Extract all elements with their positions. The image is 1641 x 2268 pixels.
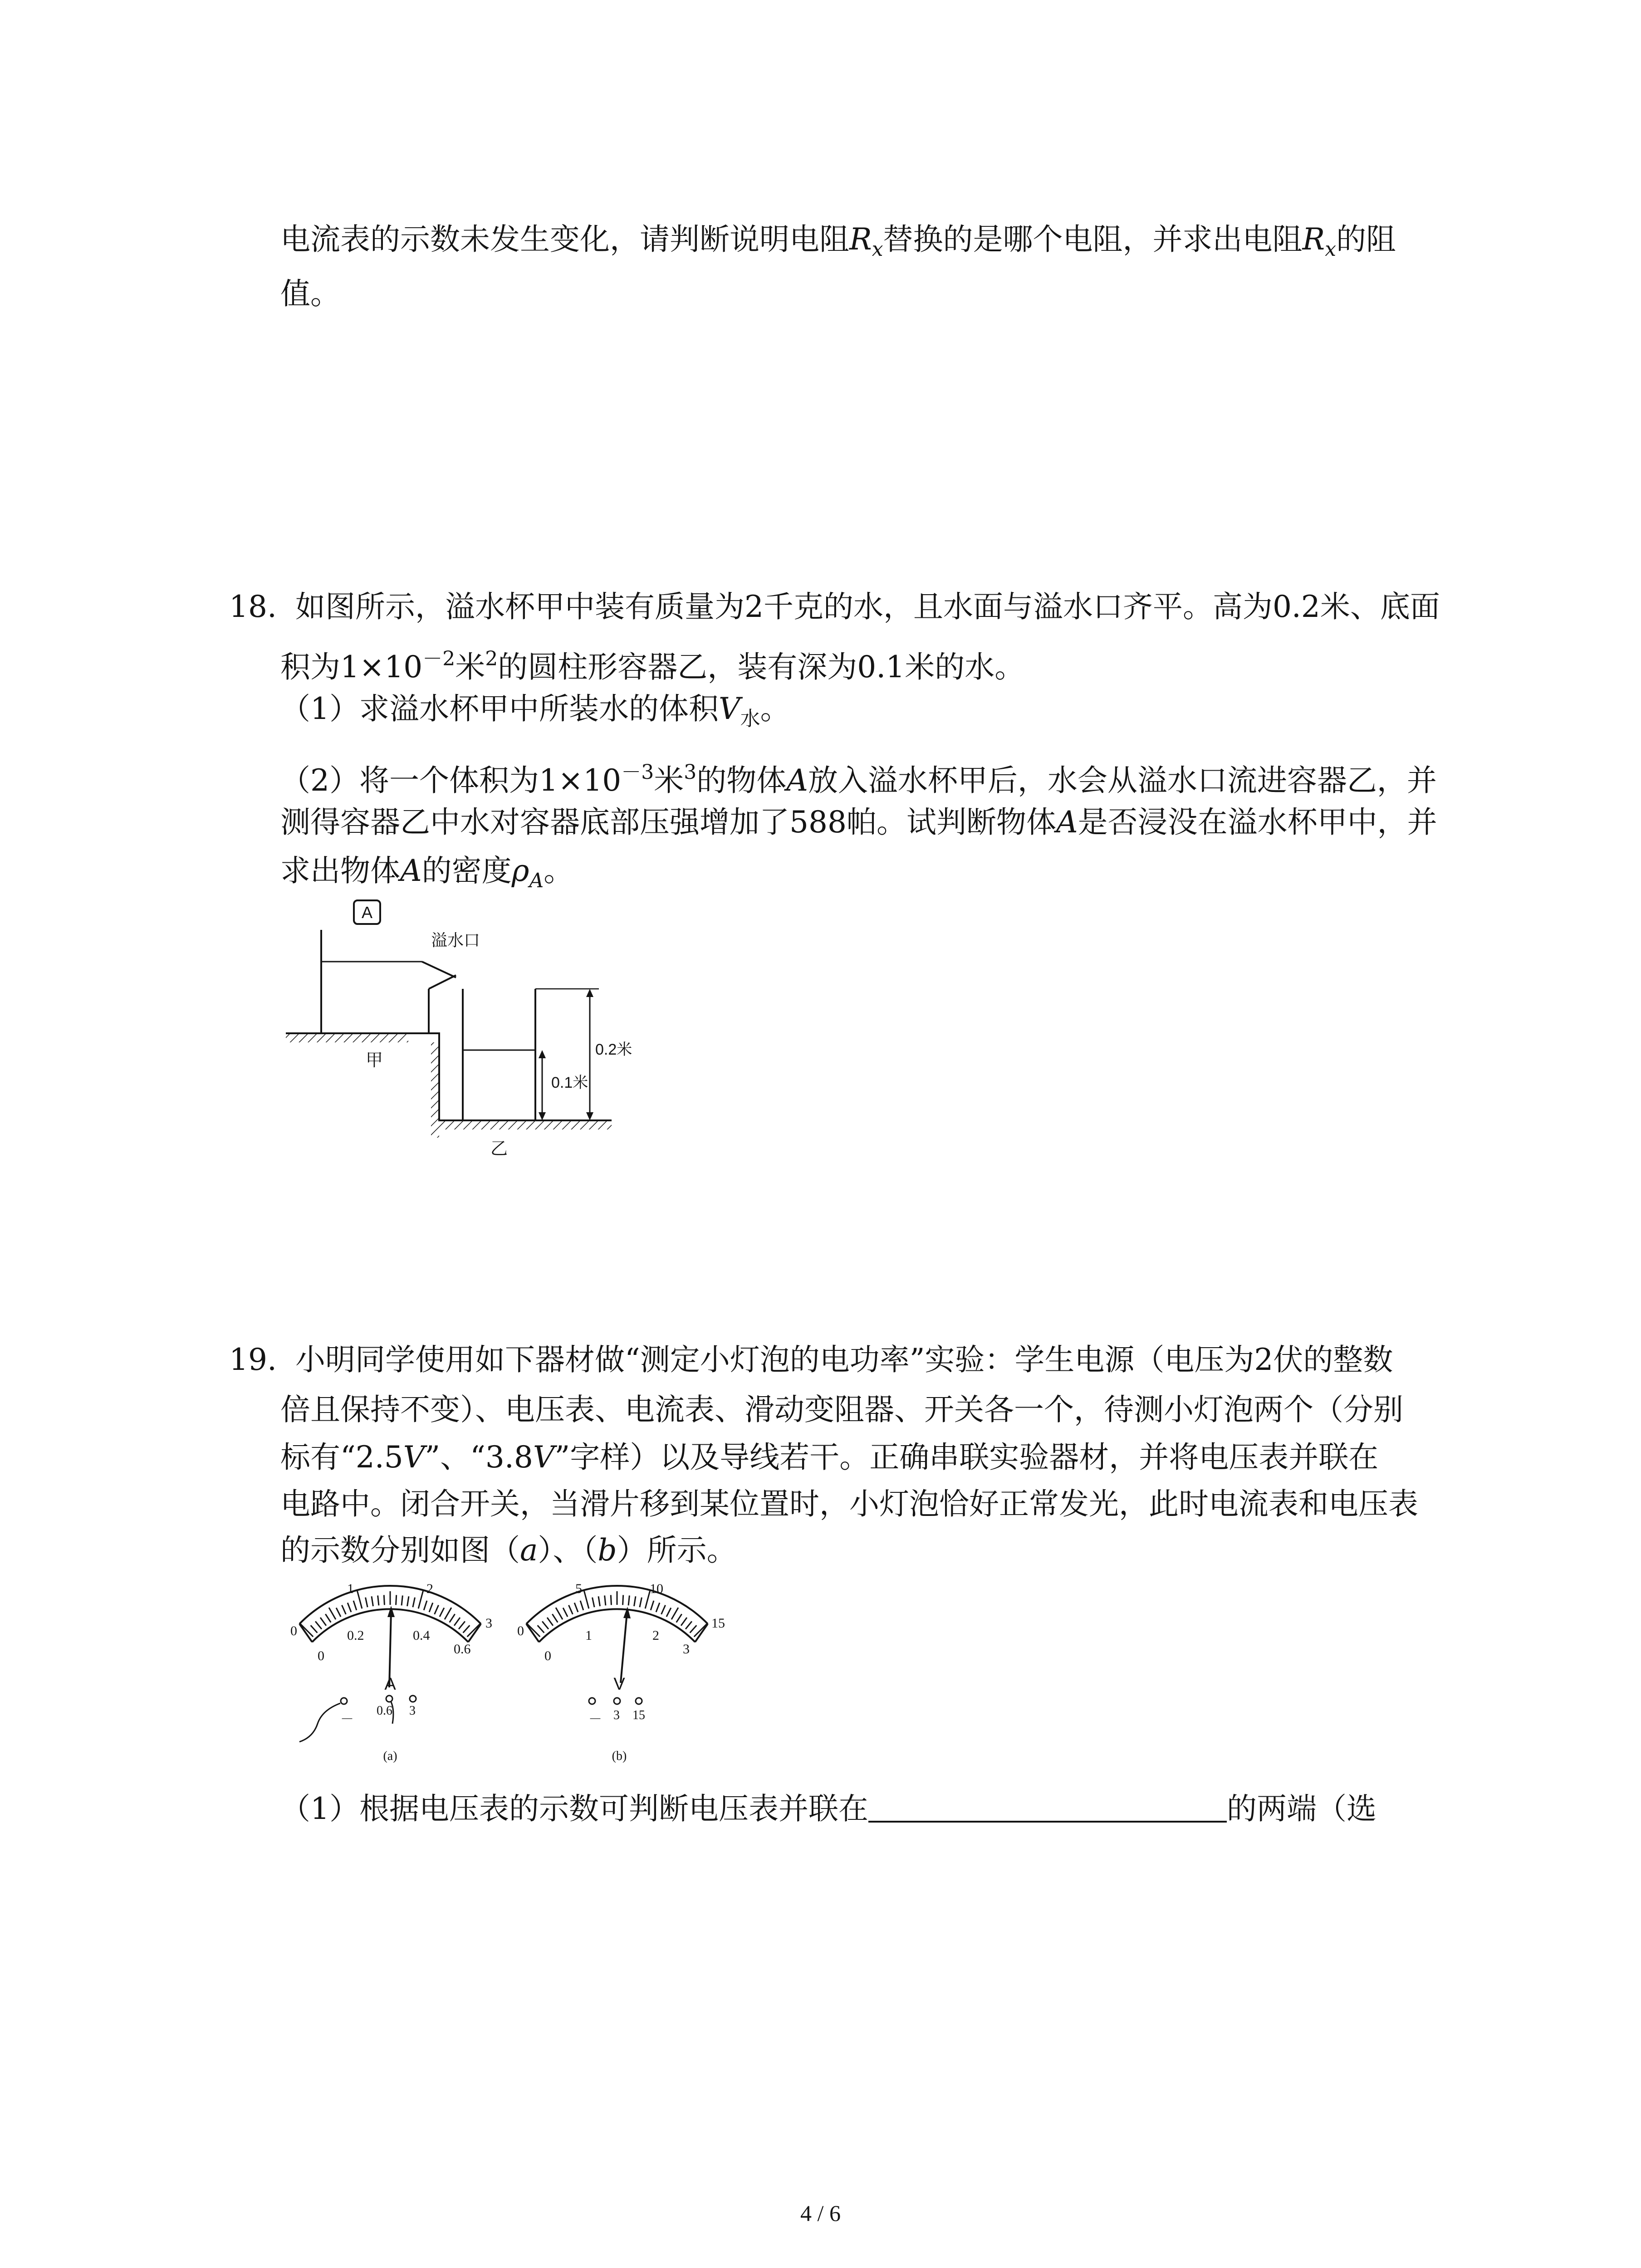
ammeter-wire-minus bbox=[299, 1703, 340, 1742]
dial-tick bbox=[671, 1608, 678, 1619]
dial-tick bbox=[424, 1601, 427, 1610]
dial-tick bbox=[681, 1618, 687, 1626]
dial-tick bbox=[459, 1621, 465, 1629]
svg-text:0.6: 0.6 bbox=[377, 1704, 392, 1718]
dial-tick bbox=[538, 1625, 544, 1633]
svg-text:3: 3 bbox=[409, 1704, 416, 1718]
dial-tick bbox=[396, 1595, 397, 1605]
ground-hatch-left bbox=[286, 1034, 408, 1042]
svg-text:15: 15 bbox=[632, 1708, 645, 1722]
voltmeter-inner-label: 0 bbox=[544, 1648, 551, 1663]
dial-tick bbox=[450, 1614, 455, 1622]
q19-number: 19. bbox=[229, 1342, 277, 1377]
q18-part-1: （1）求溢水杯甲中所装水的体积$V_水$。 bbox=[280, 691, 790, 730]
dial-tick bbox=[584, 1590, 589, 1609]
dim-01-label: 0.1米 bbox=[551, 1074, 588, 1091]
dial-tick bbox=[435, 1605, 439, 1614]
dial-tick bbox=[378, 1595, 379, 1605]
dial-tick bbox=[563, 1608, 568, 1617]
ammeter-inner-label: 0.4 bbox=[413, 1628, 430, 1643]
dial-tick bbox=[640, 1598, 642, 1608]
dial-tick bbox=[336, 1608, 341, 1617]
voltmeter-outer-label: 5 bbox=[575, 1581, 582, 1596]
dial-tick bbox=[413, 1598, 415, 1608]
voltmeter-terminal-minus bbox=[589, 1698, 595, 1704]
voltmeter-terminal-3 bbox=[614, 1698, 620, 1704]
voltmeter-inner-label: 2 bbox=[652, 1628, 659, 1643]
prev-question-line-1: 电流表的示数未发生变化，请判断说明电阻$R_x$替换的是哪个电阻，并求出电阻$R_x$的阻 bbox=[280, 222, 1396, 261]
q18-line-2: 积为$1\times 10^{-2}$米$^2$的圆柱形容器乙，装有深为0.1米的水。 bbox=[280, 647, 1025, 684]
dial-tick bbox=[634, 1596, 636, 1606]
voltmeter-unit: V bbox=[613, 1675, 625, 1694]
voltmeter-inner-label: 3 bbox=[683, 1642, 690, 1657]
ammeter-outer-label: 1 bbox=[347, 1581, 354, 1596]
ammeter-terminal-06 bbox=[386, 1696, 392, 1702]
container-yi-label: 乙 bbox=[490, 1139, 508, 1158]
dial-tick bbox=[656, 1603, 660, 1612]
dial-tick bbox=[661, 1605, 666, 1614]
ammeter-unit: A bbox=[384, 1675, 396, 1694]
dial-tick bbox=[407, 1596, 409, 1606]
dim-01-arrow-down bbox=[539, 1112, 546, 1120]
q19-line-5: 的示数分别如图（a）、（b）所示。 bbox=[280, 1533, 737, 1568]
ammeter-inner-label: 0 bbox=[318, 1648, 324, 1663]
ammeter-pointer-tip bbox=[387, 1606, 395, 1617]
dial-tick bbox=[372, 1596, 373, 1606]
q18-part-2-line-3: 求出物体A的密度$\rho_A$。 bbox=[280, 853, 574, 892]
dial-tick bbox=[325, 1614, 331, 1622]
voltmeter-outer-label: 0 bbox=[517, 1623, 524, 1638]
ground-hatch-bottom bbox=[439, 1121, 612, 1129]
dial-tick bbox=[574, 1603, 578, 1612]
dial-tick bbox=[454, 1618, 460, 1626]
q19-meters-figure bbox=[272, 1574, 771, 1774]
dial-tick bbox=[676, 1614, 682, 1622]
dial-tick bbox=[593, 1598, 595, 1608]
dim-02-arrow-up bbox=[586, 989, 593, 997]
q18-part-2-line-2: 测得容器乙中水对容器底部压强增加了588帕。试判断物体A是否浸没在溢水杯甲中，并 bbox=[280, 805, 1437, 840]
dim-02-label: 0.2米 bbox=[595, 1041, 632, 1058]
dial-tick bbox=[463, 1625, 470, 1633]
q18-part-2-line-1: （2）将一个体积为$1\times 10^{-3}$米$^3$的物体A放入溢水杯甲后，水会从溢水口流进容器乙，并 bbox=[280, 761, 1437, 798]
answer-blank[interactable] bbox=[868, 1794, 1227, 1823]
ammeter-outer-label: 3 bbox=[485, 1616, 492, 1631]
ammeter-outer-label: 0 bbox=[290, 1623, 297, 1638]
dial-tick bbox=[429, 1603, 433, 1612]
dial-tick bbox=[605, 1595, 606, 1605]
q19-part-1: （1）根据电压表的示数可判断电压表并联在 的两端（选 bbox=[280, 1791, 1376, 1826]
dim-01-arrow-up bbox=[539, 1050, 546, 1058]
voltmeter-pointer bbox=[621, 1613, 627, 1683]
ammeter-inner-label: 0.2 bbox=[347, 1628, 364, 1643]
q18-line-1: 18. 如图所示，溢水杯甲中装有质量为2千克的水，且水面与溢水口齐平。高为0.2米、底面 bbox=[229, 589, 1440, 624]
dial-tick bbox=[686, 1621, 692, 1629]
dial-tick bbox=[568, 1605, 573, 1614]
dim-02-arrow-down bbox=[586, 1112, 593, 1120]
ammeter-terminal-minus bbox=[341, 1698, 347, 1704]
dial-tick bbox=[445, 1608, 451, 1619]
spout-bottom bbox=[429, 975, 456, 989]
dial-tick bbox=[440, 1608, 444, 1617]
dial-tick bbox=[353, 1601, 357, 1610]
dial-tick bbox=[311, 1625, 318, 1633]
voltmeter-outer-label: 10 bbox=[650, 1581, 663, 1596]
q18-number: 18. bbox=[229, 589, 277, 624]
ammeter-terminal-3 bbox=[410, 1696, 416, 1702]
voltmeter-outer-label: 15 bbox=[711, 1616, 725, 1631]
dial-tick bbox=[628, 1595, 629, 1605]
wall-hatch bbox=[431, 1042, 439, 1138]
voltmeter-terminal-15 bbox=[636, 1698, 642, 1704]
voltmeter-inner-arc bbox=[539, 1609, 695, 1642]
voltmeter-dial bbox=[517, 1581, 725, 1763]
q19-line-2: 倍且保持不变）、电压表、电流表、滑动变阻器、开关各一个，待测小灯泡两个（分别 bbox=[280, 1392, 1403, 1427]
svg-text:3: 3 bbox=[613, 1708, 620, 1722]
ammeter-outer-label: 2 bbox=[426, 1581, 433, 1596]
q19-line-1: 19. 小明同学使用如下器材做“测定小灯泡的电功率”实验：学生电源（电压为2伏的整数 bbox=[229, 1342, 1393, 1377]
q19-line-4: 电路中。闭合开关，当滑片移到某位置时，小灯泡恰好正常发光，此时电流表和电压表 bbox=[280, 1486, 1418, 1521]
dial-tick bbox=[598, 1596, 600, 1606]
dial-tick bbox=[690, 1625, 697, 1633]
dial-tick bbox=[666, 1608, 671, 1617]
outlet-label: 溢水口 bbox=[431, 931, 480, 949]
svg-text:－: － bbox=[340, 1712, 354, 1727]
dial-tick bbox=[348, 1603, 351, 1612]
voltmeter-pointer-tip bbox=[623, 1607, 631, 1618]
svg-text:－: － bbox=[588, 1712, 602, 1727]
dial-tick bbox=[547, 1618, 553, 1626]
dial-tick bbox=[418, 1590, 423, 1609]
spout-top bbox=[422, 962, 456, 978]
object-a-label: A bbox=[361, 903, 373, 922]
ammeter-caption: (a) bbox=[383, 1749, 397, 1763]
cup-jia-label: 甲 bbox=[365, 1051, 383, 1070]
dial-tick bbox=[366, 1598, 368, 1608]
q19-line-3: 标有“2.5V”、“3.8V”字样）以及导线若干。正确串联实验器材，并将电压表并联在 bbox=[280, 1440, 1379, 1475]
dial-tick bbox=[315, 1621, 322, 1629]
dial-tick bbox=[580, 1601, 583, 1610]
dial-tick bbox=[556, 1608, 563, 1619]
dial-tick bbox=[357, 1590, 362, 1609]
dial-tick bbox=[552, 1614, 558, 1622]
prev-question-line-2: 值。 bbox=[280, 276, 340, 311]
voltmeter-caption: (b) bbox=[612, 1749, 627, 1763]
voltmeter-inner-label: 1 bbox=[585, 1628, 592, 1643]
q18-figure bbox=[272, 898, 644, 1179]
ammeter-inner-label: 0.6 bbox=[454, 1642, 471, 1657]
dial-tick bbox=[651, 1601, 654, 1610]
page-number: 4 / 6 bbox=[800, 2200, 841, 2226]
dial-tick bbox=[542, 1621, 549, 1629]
dial-tick bbox=[342, 1605, 346, 1614]
ammeter-dial bbox=[290, 1581, 492, 1763]
dial-tick bbox=[320, 1618, 326, 1626]
dial-tick bbox=[329, 1608, 336, 1619]
